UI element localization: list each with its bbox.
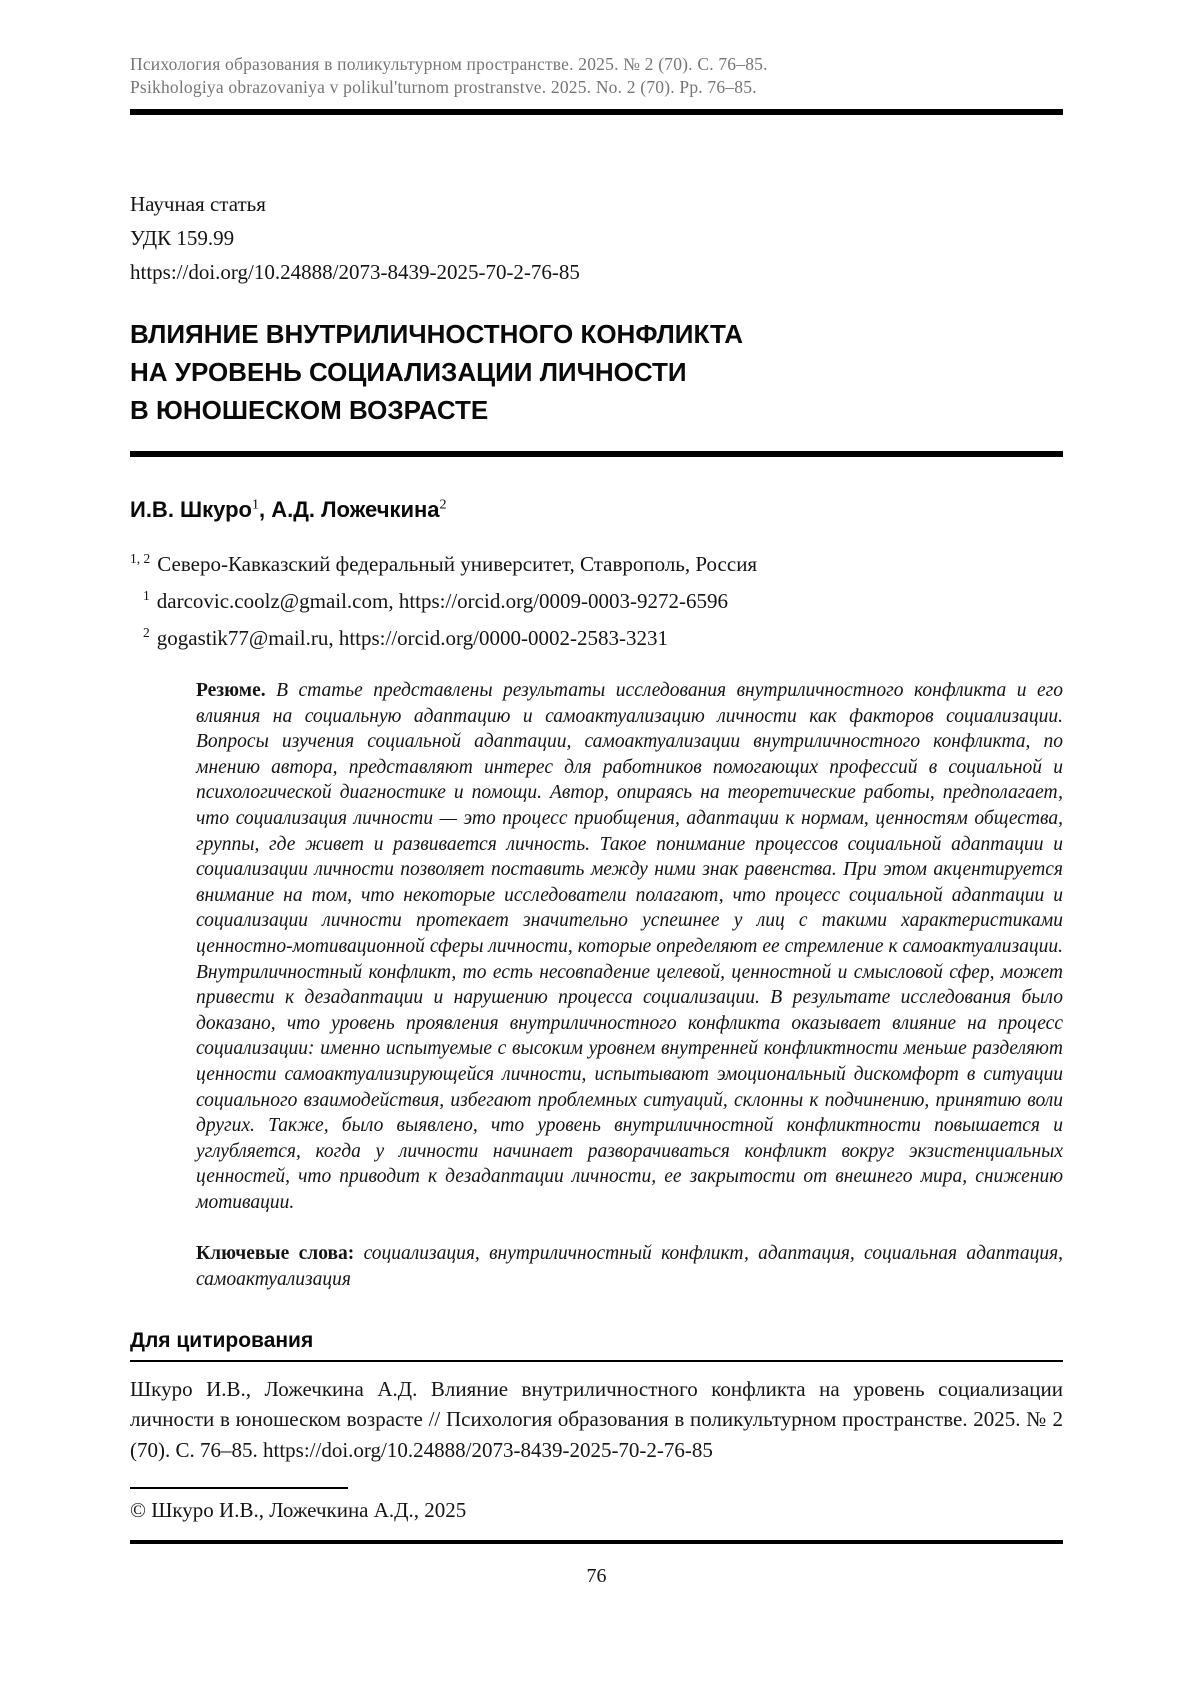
authors-separator: , xyxy=(258,497,272,522)
author-2-contact-superscript: 2 xyxy=(143,625,150,640)
author-2-name: А.Д. Ложечкина xyxy=(271,497,440,522)
author-1-contact-superscript: 1 xyxy=(143,588,150,603)
author-2-contact xyxy=(130,617,1063,654)
citation-heading: Для цитирования xyxy=(130,1329,1063,1362)
journal-header xyxy=(130,53,1063,99)
page-number: 76 xyxy=(586,1565,607,1587)
author-1-email-orcid: darcovic.coolz@gmail.com, https://orcid.org/0009-0003-9272-6596 xyxy=(156,589,729,613)
authors-line xyxy=(130,497,1063,523)
affiliation-university xyxy=(130,543,1063,580)
citation-text: Шкуро И.В., Ложечкина А.Д. Влияние внутриличностного конфликта на уровень социализации личности в юношеском возрасте // Психология образования в поликультурном пространстве. 2025. № 2 (70). С. 76–85. https://doi.org/10.24888/2073-8439-2025-70-2-76-85 xyxy=(130,1376,1063,1462)
article-title-line3: В ЮНОШЕСКОМ ВОЗРАСТЕ xyxy=(130,395,489,425)
keywords-paragraph xyxy=(196,1241,1063,1292)
abstract-label: Резюме. xyxy=(196,680,266,701)
article-title xyxy=(130,315,1063,429)
article-title-line1: ВЛИЯНИЕ ВНУТРИЛИЧНОСТНОГО КОНФЛИКТА xyxy=(130,319,744,349)
author-2-superscript: 2 xyxy=(439,497,447,513)
keywords-text: социализация, внутриличностный конфликт, адаптация, социальная адаптация, самоактуализация xyxy=(196,1243,1064,1291)
author-1-contact xyxy=(130,580,1063,617)
title-rule xyxy=(130,451,1063,457)
affiliations-block xyxy=(130,543,1063,654)
article-meta xyxy=(130,187,1063,289)
author-1-superscript: 1 xyxy=(251,497,259,513)
keywords-label: Ключевые слова: xyxy=(196,1243,355,1265)
affiliation-university-text: Северо-Кавказский федеральный университет, Ставрополь, Россия xyxy=(157,552,758,576)
page-footer xyxy=(130,1487,1063,1588)
author-1-name: И.В. Шкуро xyxy=(130,497,252,522)
article-type: Научная статья xyxy=(130,192,266,216)
author-2-email-orcid: gogastik77@mail.ru, https://orcid.org/0000-0002-2583-3231 xyxy=(156,626,668,650)
footnote-separator xyxy=(130,1487,348,1489)
doi-link: https://doi.org/10.24888/2073-8439-2025-70-2-76-85 xyxy=(130,260,580,284)
copyright-line: © Шкуро И.В., Ложечкина А.Д., 2025 xyxy=(130,1498,467,1522)
article-title-line2: НА УРОВЕНЬ СОЦИАЛИЗАЦИИ ЛИЧНОСТИ xyxy=(130,357,687,387)
affiliation-university-superscript: 1, 2 xyxy=(130,551,151,566)
abstract-text: В статье представлены результаты исследования внутриличностного конфликта и его влияния на социальную адаптацию и самоактуализацию личности как факторов социализации. Вопросы изучения социальной адаптации, самоактуализации внутриличностного конфликта, по мнению автора, представляют интерес для работников помогающих профессий в социальной и психологической диагностике и помощи. Автор, опираясь на теоретические работы, предполагает, что социализация личности — это процесс приобщения, адаптации к нормам, ценностям общества, группы, где живет и развивается личность. Такое понимание процессов социальной адаптации и социализации личности позволяет поставить между ними знак равенства. При этом акцентируется внимание на том, что некоторые исследователи полагают, что процесс социальной адаптации и социализации личности протекает значительно успешнее у лиц с такими характеристиками ценностно-мотивационной сферы личности, которые определяют ее стремление к самоактуализации. Внутриличностный конфликт, то есть несовпадение целевой, ценностной и смысловой сфер, может привести к дезадаптации и нарушению процесса социализации. В результате исследования было доказано, что уровень проявления внутриличностного конфликта оказывает влияние на процесс социализации: именно испытуемые с высоким уровнем внутренней конфликтности меньше разделяют ценности самоактуализирующейся личности, испытывают эмоциональный дискомфорт в ситуации социального взаимодействия, избегают проблемных ситуаций, склонны к подчинению, принятию воли других. Также, было выявлено, что уровень внутриличностной конфликтности повышается и углубляется, когда у личности начинает разворачиваться конфликт вокруг экзистенциальных ценностей, что приводит к дезадаптации личности, ее закрытости от внешнего мира, снижению мотивации. xyxy=(196,680,1063,1213)
abstract-paragraph xyxy=(196,678,1063,1215)
footer-rule xyxy=(130,1540,1063,1544)
udc-code: УДК 159.99 xyxy=(130,226,235,250)
header-rule xyxy=(130,109,1063,115)
journal-header-line-ru: Психология образования в поликультурном пространстве. 2025. № 2 (70). С. 76–85. xyxy=(130,54,768,74)
journal-header-line-translit: Psikhologiya obrazovaniya v polikul'turnom prostranstve. 2025. No. 2 (70). Pp. 76–85. xyxy=(130,77,757,97)
